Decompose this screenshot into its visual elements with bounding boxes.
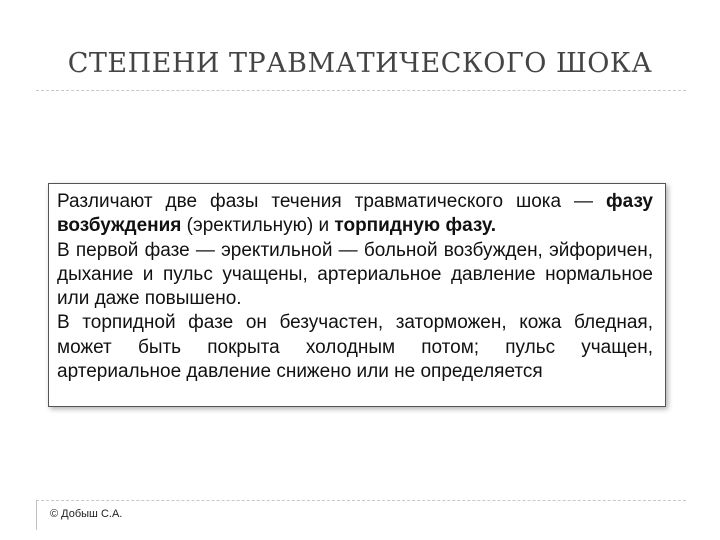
- slide-body: [57, 190, 653, 384]
- phases-middle-text: (эректильную) и: [181, 215, 335, 237]
- phases-end-text: .: [490, 215, 497, 237]
- footer-divider: [36, 500, 686, 501]
- torpid-phase-term: торпидную фазу: [334, 215, 491, 237]
- paragraph-erectile-phase: В первой фазе — эректильной — больной возбужден, эйфоричен, дыхание и пульс учащены, артериальное давление нормальное или даже повышено.: [57, 239, 653, 310]
- paragraph-torpid-phase: В торпидной фазе он безучастен, заторможен, кожа бледная, может быть покрыта холодным потом; пульс учащен, артериальное давление снижено или не определяется: [57, 312, 653, 383]
- footer-tick: [36, 500, 37, 530]
- title-divider: [36, 90, 686, 91]
- excitation-phase-term: фазу возбуждения: [57, 191, 653, 237]
- phases-intro-text: Различают две фазы течения травматического шока —: [57, 191, 607, 212]
- footer-copyright: © Добыш С.А.: [50, 508, 123, 520]
- slide-title: СТЕПЕНИ ТРАВМАТИЧЕСКОГО ШОКА: [67, 48, 653, 79]
- paragraph-phases: [57, 190, 653, 239]
